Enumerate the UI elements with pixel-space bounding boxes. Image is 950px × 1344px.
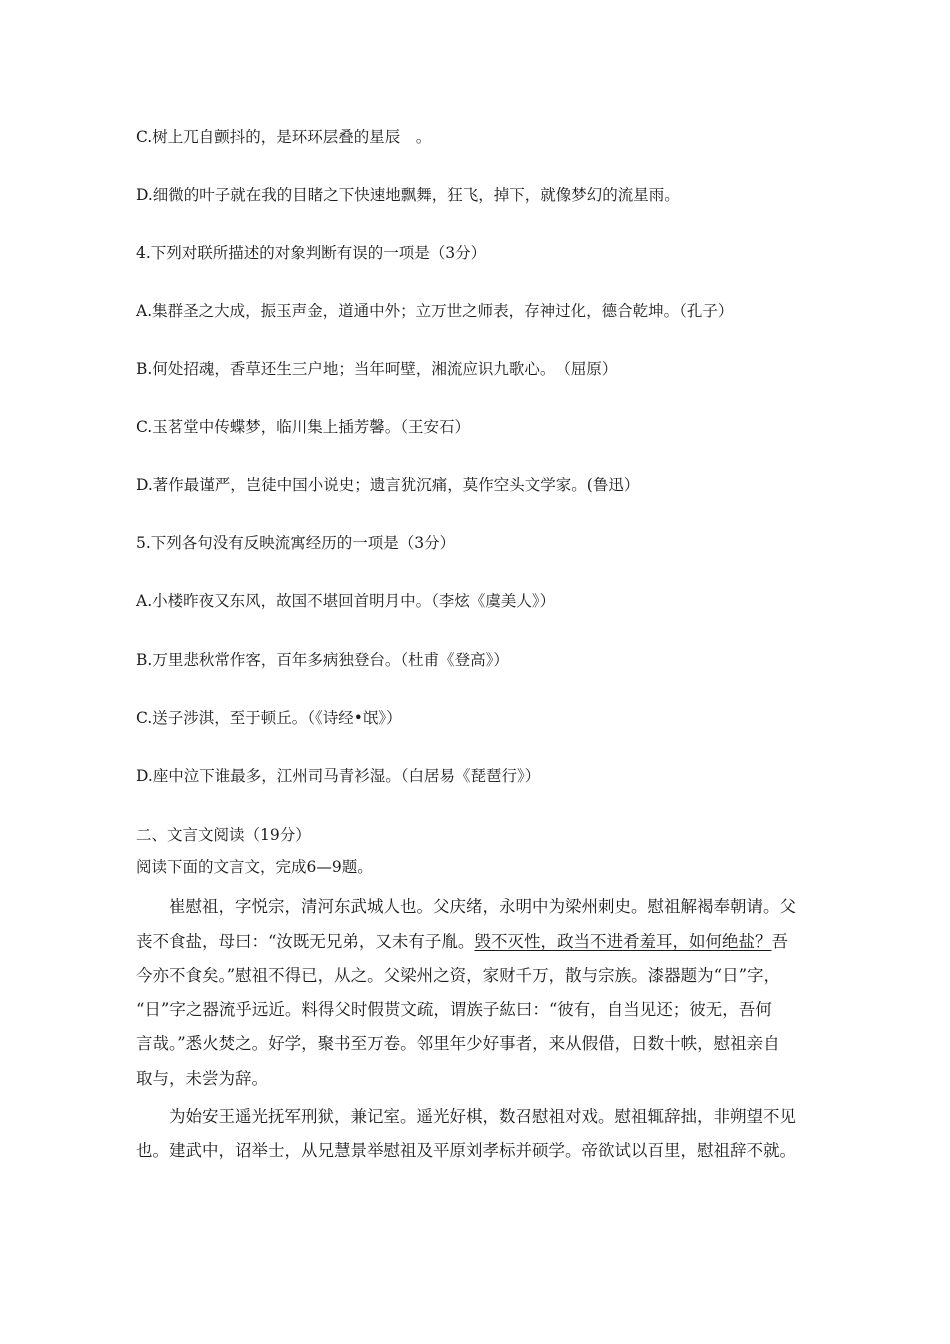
section-title: 二、文言文阅读（19分） <box>136 826 311 844</box>
passage-p1-line-6: 取与，未尝为辞。 <box>136 1069 268 1088</box>
option-3d: D.细微的叶子就在我的目睹之下快速地飘舞，狂飞，掉下，就像梦幻的流星雨。 <box>136 186 680 204</box>
option-5b: B.万里悲秋常作客，百年多病独登台。（杜甫《登高》） <box>136 651 509 669</box>
passage-p1-line-5: 言哉。”悉火焚之。好学，聚书至万卷。邻里年少好事者，来从假借，日数十帙，慰祖亲自 <box>136 1034 780 1053</box>
passage-p1-line-4: “日”字之器流乎远近。料得父时假贳文疏，谓族子紘曰：“彼有，自当见还；彼无，吾何 <box>136 1000 772 1019</box>
option-4b: B.何处招魂，香草还生三户地；当年呵壁，湘流应识九歌心。 （屈原） <box>136 360 618 378</box>
option-4a: A.集群圣之大成，振玉声金，道通中外；立万世之师表，存神过化，德合乾坤。（孔子） <box>136 302 734 320</box>
option-5a: A.小楼昨夜又东风，故国不堪回首明月中。（李炫《虞美人》） <box>136 592 556 610</box>
option-3c: C.树上兀自颤抖的，是环环层叠的星辰 。 <box>136 128 432 146</box>
passage-p2-line-2: 也。建武中，诏举士，从兄慧景举慰祖及平原刘孝标并硕学。帝欲试以百里，慰祖辞不就。 <box>136 1141 796 1160</box>
passage-text: 丧不食盐，母曰：“汝既无兄弟，又未有子胤。 <box>136 932 475 951</box>
passage-p1-line-2 <box>136 928 826 952</box>
option-4d: D.著作最谨严，岂徒中国小说史；遗言犹沉痛，莫作空头文学家。(鲁迅） <box>136 476 640 494</box>
passage-p1-line-3: 今亦不食矣。”慰祖不得已，从之。父梁州之资，家财千万，散与宗族。漆器题为“日”字， <box>136 966 781 985</box>
passage-text: 吾 <box>771 932 788 951</box>
option-5c: C.送子涉淇，至于顿丘。（《诗经•氓》） <box>136 709 402 727</box>
option-4c: C.玉茗堂中传蝶梦，临川集上插芳馨。（王安石） <box>136 418 470 436</box>
section-instruction: 阅读下面的文言文，完成6—9题。 <box>136 858 373 876</box>
underlined-sentence: 毁不灭性，政当不进肴羞耳，如何绝盐？ <box>474 932 772 951</box>
question-4-stem: 4.下列对联所描述的对象判断有误的一项是（3分） <box>136 244 487 262</box>
option-5d: D.座中泣下谁最多，江州司马青衫湿。（白居易《琵琶行》） <box>136 767 541 785</box>
question-5-stem: 5.下列各句没有反映流寓经历的一项是（3分） <box>136 534 456 552</box>
passage-p1-line-1: 崔慰祖，字悦宗，清河东武城人也。父庆绪，永明中为梁州刺史。慰祖解褐奉朝请。父 <box>136 897 796 916</box>
passage-p2-line-1: 为始安王遥光抚军刑狱，兼记室。遥光好棋，数召慰祖对戏。慰祖辄辞拙，非朔望不见 <box>136 1107 796 1126</box>
